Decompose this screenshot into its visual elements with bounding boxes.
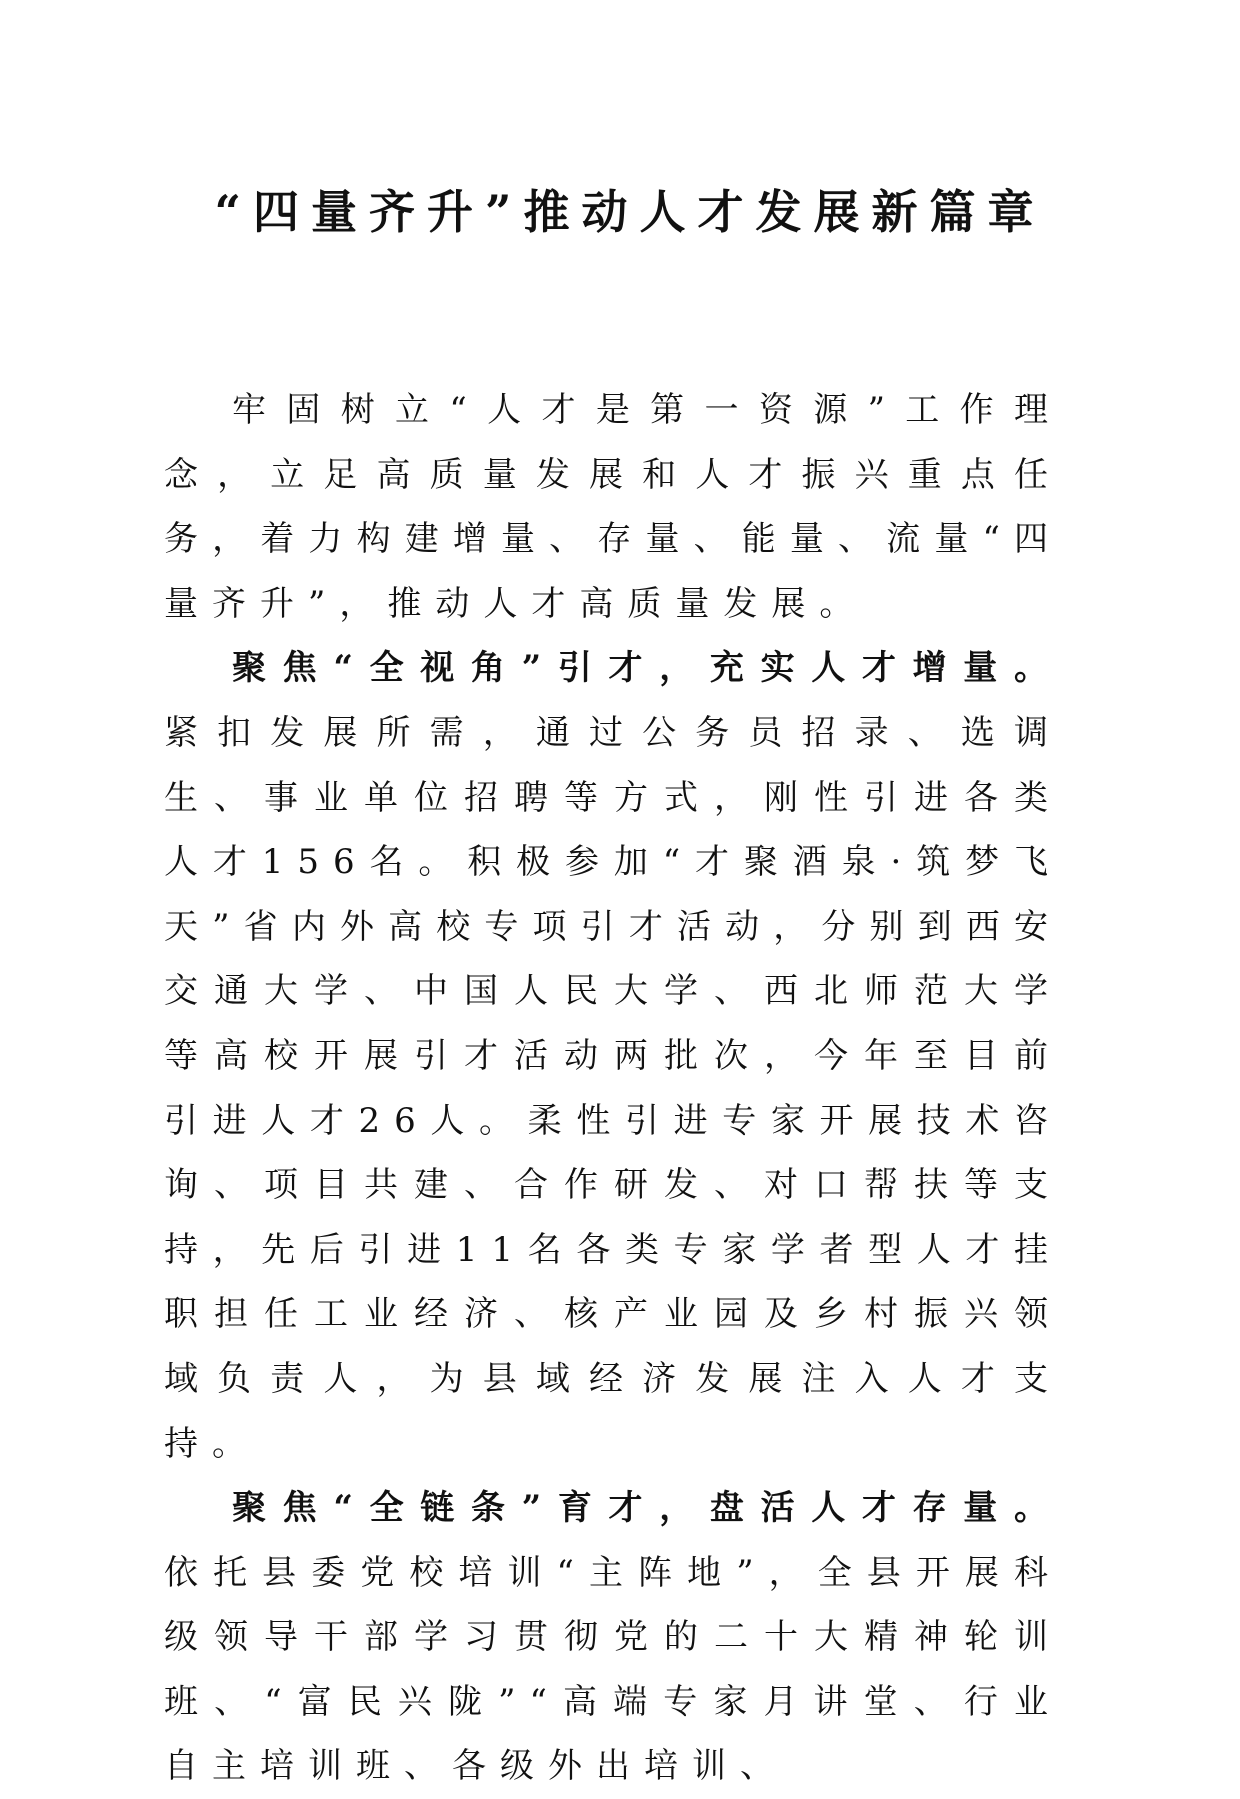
paragraph-talent-training bbox=[164, 1476, 1062, 1799]
paragraph-lead: 聚焦“全链条”育才，盘活人才存量。 bbox=[232, 1488, 1062, 1529]
paragraph-lead: 聚焦“全视角”引才，充实人才增量。 bbox=[232, 648, 1062, 689]
document-title: “四量齐升”推动人才发展新篇章 bbox=[214, 185, 1046, 239]
document-body bbox=[164, 378, 1062, 1799]
paragraph-intro bbox=[164, 378, 1062, 636]
paragraph-text: 依托县委党校培训“主阵地”，全县开展科级领导干部学习贯彻党的二十大精神轮训班、“富民兴陇”“高端专家月讲堂、行业自主培训班、各级外出培训、 bbox=[164, 1552, 1062, 1787]
paragraph-talent-introduction bbox=[164, 636, 1062, 1476]
paragraph-text: 牢固树立“人才是第一资源”工作理念，立足高质量发展和人才振兴重点任务，着力构建增量、存量、能量、流量“四量齐升”，推动人才高质量发展。 bbox=[164, 390, 1062, 624]
paragraph-text: 紧扣发展所需，通过公务员招录、选调生、事业单位招聘等方式，刚性引进各类人才156名。积极参加“才聚酒泉·筑梦飞天”省内外高校专项引才活动，分别到西安交通大学、中国人民大学、西北师范大学等高校开展引才活动两批次，今年至目前引进人才26人。柔性引进专家开展技术咨询、项目共建、合作研发、对口帮扶等支持，先后引进11名各类专家学者型人才挂职担任工业经济、核产业园及乡村振兴领域负责人，为县域经济发展注入人才支持。 bbox=[164, 712, 1062, 1464]
